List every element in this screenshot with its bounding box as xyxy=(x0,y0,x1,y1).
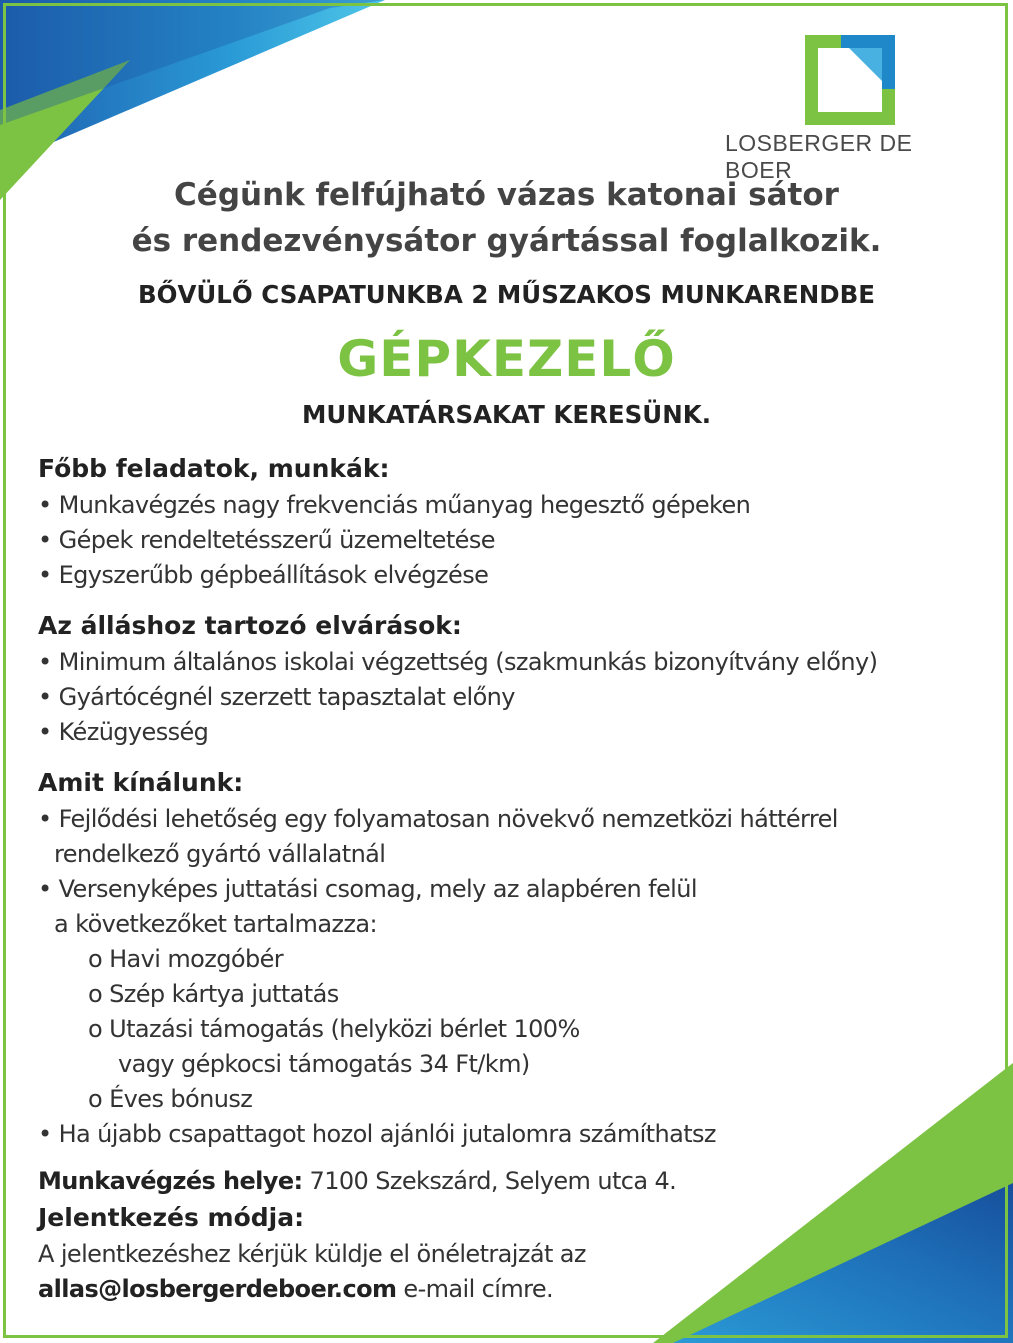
list-item: • Versenyképes juttatási csomag, mely az alapbéren felül xyxy=(38,875,697,903)
work-location-label: Munkavégzés helye: xyxy=(38,1167,303,1195)
email-suffix: e-mail címre. xyxy=(403,1275,554,1303)
intro-line-1: Cégünk felfújható vázas katonai sátor xyxy=(174,177,839,213)
list-item: • Kézügyesség xyxy=(38,718,209,746)
sub-list-item-continuation: vagy gépkocsi támogatás 34 Ft/km) xyxy=(118,1050,530,1078)
requirements-title: Az álláshoz tartozó elvárások: xyxy=(38,611,462,640)
list-item: • Minimum általános iskolai végzettség (szakmunkás bizonyítvány előny) xyxy=(38,648,878,676)
apply-text: A jelentkezéshez kérjük küldje el önéletrajzát az xyxy=(38,1240,586,1268)
job-title: GÉPKEZELŐ xyxy=(337,330,676,388)
losberger-square-icon xyxy=(805,35,895,125)
apply-title: Jelentkezés módja: xyxy=(38,1203,305,1232)
list-item: • Ha újabb csapattagot hozol ajánlói jutalomra számíthatsz xyxy=(38,1120,716,1148)
intro-line-2: és rendezvénysátor gyártással foglalkozik. xyxy=(131,223,882,259)
intro-text xyxy=(0,172,1013,264)
email-link[interactable]: allas@losbergerdeboer.com xyxy=(38,1275,397,1303)
corner-decoration-top-left xyxy=(0,0,400,200)
list-item: • Gépek rendeltetésszerű üzemeltetése xyxy=(38,526,495,554)
subheading: BŐVÜLŐ CSAPATUNKBA 2 MŰSZAKOS MUNKARENDBE xyxy=(137,280,876,309)
work-location-value: 7100 Szekszárd, Selyem utca 4. xyxy=(309,1167,677,1195)
logo-wordmark: LOSBERGER DE BOER xyxy=(725,130,913,183)
sub-list-item: o Éves bónusz xyxy=(88,1085,253,1113)
sub-list-item: o Utazási támogatás (helyközi bérlet 100% xyxy=(88,1015,580,1043)
sub-list-item: o Szép kártya juttatás xyxy=(88,980,339,1008)
offer-title: Amit kínálunk: xyxy=(38,768,244,797)
list-item-continuation: a következőket tartalmazza: xyxy=(54,910,378,938)
seeking-text: MUNKATÁRSAKAT KERESÜNK. xyxy=(301,400,711,429)
work-location xyxy=(38,1164,998,1199)
sub-list-item: o Havi mozgóbér xyxy=(88,945,284,973)
job-details xyxy=(38,450,998,1307)
list-item-continuation: rendelkező gyártó vállalatnál xyxy=(54,840,386,868)
list-item: • Gyártócégnél szerzett tapasztalat előny xyxy=(38,683,515,711)
list-item: • Egyszerűbb gépbeállítások elvégzése xyxy=(38,561,489,589)
apply-email-line xyxy=(38,1272,998,1307)
list-item: • Fejlődési lehetőség egy folyamatosan növekvő nemzetközi háttérrel xyxy=(38,805,838,833)
tasks-title: Főbb feladatok, munkák: xyxy=(38,454,390,483)
company-logo xyxy=(725,35,975,183)
list-item: • Munkavégzés nagy frekvenciás műanyag hegesztő gépeken xyxy=(38,491,751,519)
